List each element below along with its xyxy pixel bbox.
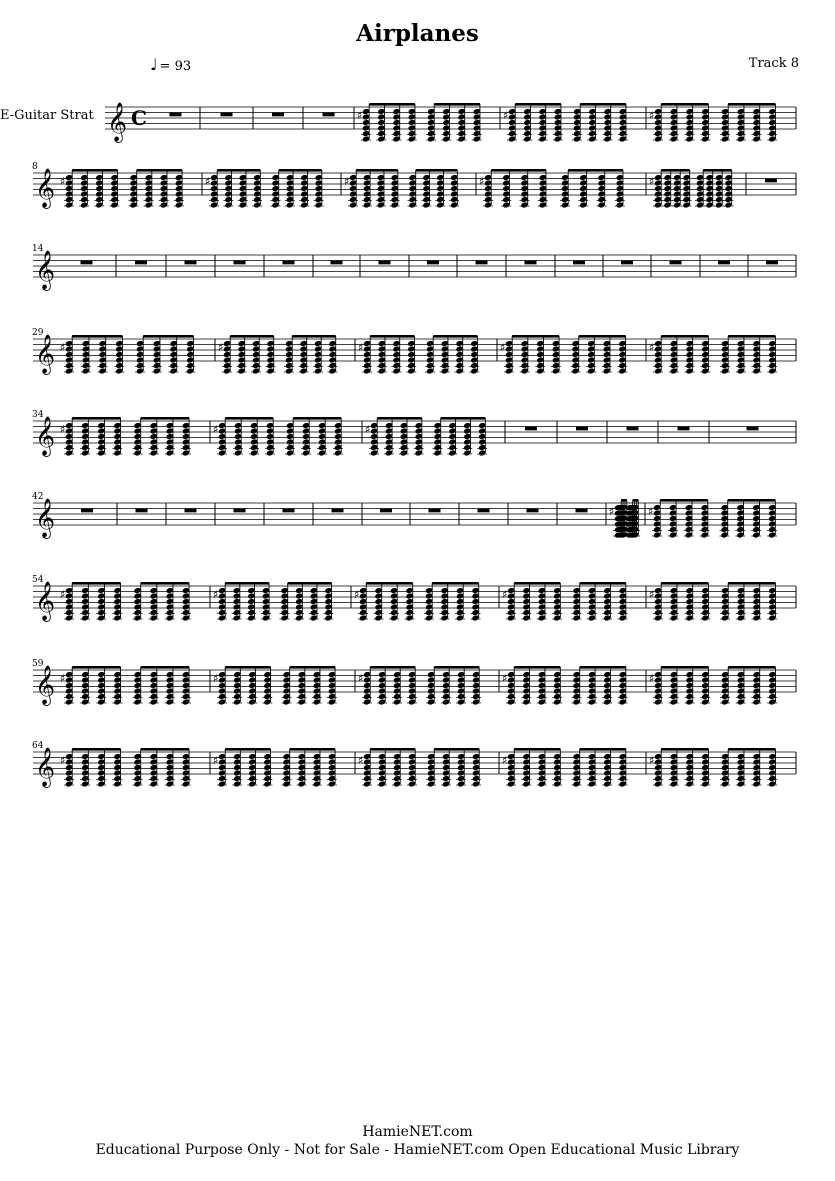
sharp-icon: ♯ — [357, 109, 363, 122]
beam — [141, 666, 189, 669]
sharp-icon: ♯ — [649, 672, 655, 685]
beam — [661, 335, 708, 338]
beam — [661, 582, 708, 585]
beam — [72, 666, 120, 669]
beam — [370, 748, 415, 751]
whole-rest — [379, 261, 391, 265]
sharp-icon: ♯ — [60, 754, 66, 767]
sharp-icon: ♯ — [60, 423, 66, 436]
whole-rest — [234, 261, 246, 265]
whole-rest — [576, 509, 588, 513]
beam — [141, 748, 189, 751]
beam — [370, 335, 414, 338]
whole-rest — [525, 427, 537, 431]
measure-number: 64 — [32, 741, 44, 751]
treble-clef-icon: 𝄞 — [35, 416, 56, 456]
beam — [288, 582, 332, 585]
sharp-icon: ♯ — [649, 109, 655, 122]
beam — [491, 169, 546, 172]
beam — [728, 335, 775, 338]
sharp-icon: ♯ — [365, 423, 371, 436]
sharp-icon: ♯ — [60, 175, 66, 188]
whole-rest — [678, 427, 690, 431]
whole-rest — [81, 509, 93, 513]
whole-rest — [283, 261, 295, 265]
footer-site: HamieNET.com — [362, 1124, 473, 1140]
whole-rest — [323, 113, 335, 117]
whole-rest — [478, 509, 490, 513]
treble-clef-icon: 𝄞 — [35, 250, 56, 290]
beam — [633, 499, 639, 502]
beam — [225, 582, 269, 585]
beam — [370, 666, 415, 669]
beam — [72, 417, 120, 420]
sharp-icon: ♯ — [648, 505, 654, 518]
beam — [580, 103, 626, 106]
measure-number: 42 — [32, 492, 44, 502]
sharp-icon: ♯ — [649, 754, 655, 767]
beam — [661, 169, 690, 172]
sharp-icon: ♯ — [205, 175, 211, 188]
beam — [143, 335, 193, 338]
beam — [579, 335, 626, 338]
whole-rest — [272, 113, 284, 117]
sharp-icon: ♯ — [500, 341, 506, 354]
whole-rest — [476, 261, 488, 265]
sharp-icon: ♯ — [358, 672, 364, 685]
beam — [356, 169, 398, 172]
sharp-icon: ♯ — [213, 588, 219, 601]
beam — [290, 748, 335, 751]
beam — [293, 417, 341, 420]
beam — [728, 582, 775, 585]
whole-rest — [573, 261, 585, 265]
sharp-icon: ♯ — [60, 588, 66, 601]
beam — [141, 417, 189, 420]
sharp-icon: ♯ — [213, 754, 219, 767]
beam — [433, 335, 477, 338]
whole-rest — [718, 261, 730, 265]
quarter-note-icon: ♩ — [150, 55, 158, 74]
beam — [434, 666, 479, 669]
beam — [72, 169, 117, 172]
beam — [514, 666, 560, 669]
sharp-icon: ♯ — [502, 672, 508, 685]
whole-rest — [765, 179, 777, 183]
beam — [514, 748, 560, 751]
whole-rest — [234, 509, 246, 513]
beam — [72, 582, 120, 585]
beam — [661, 666, 708, 669]
beam — [515, 103, 561, 106]
whole-rest — [670, 261, 682, 265]
treble-clef-icon: 𝄞 — [35, 747, 56, 787]
beam — [703, 169, 732, 172]
treble-clef-icon: 𝄞 — [35, 498, 56, 538]
whole-rest — [185, 509, 197, 513]
treble-clef-icon: 𝄞 — [35, 168, 56, 208]
beam — [141, 582, 189, 585]
beam — [416, 169, 458, 172]
beam — [292, 335, 336, 338]
beam — [621, 499, 627, 502]
whole-rest — [185, 261, 197, 265]
sharp-icon: ♯ — [479, 175, 485, 188]
beam — [728, 499, 776, 502]
whole-rest — [135, 261, 147, 265]
whole-rest — [766, 261, 778, 265]
beam — [580, 666, 626, 669]
sharp-icon: ♯ — [649, 341, 655, 354]
beam — [137, 169, 182, 172]
sharp-icon: ♯ — [358, 341, 364, 354]
measure-number: 59 — [32, 659, 44, 669]
beam — [728, 103, 775, 106]
treble-clef-icon: 𝄞 — [35, 334, 56, 374]
beam — [369, 103, 415, 106]
beam — [279, 169, 322, 172]
measure-number: 8 — [32, 162, 38, 172]
sharp-icon: ♯ — [213, 423, 219, 436]
beam — [225, 748, 270, 751]
beam — [432, 582, 479, 585]
sharp-icon: ♯ — [213, 672, 219, 685]
whole-rest — [525, 261, 537, 265]
whole-rest — [283, 509, 295, 513]
beam — [661, 748, 708, 751]
beam — [217, 169, 260, 172]
beam — [72, 335, 122, 338]
whole-rest — [429, 509, 441, 513]
sharp-icon: ♯ — [354, 588, 360, 601]
treble-clef-icon: 𝄞 — [35, 665, 56, 705]
measure-number: 54 — [32, 575, 44, 585]
beam — [728, 666, 775, 669]
whole-rest — [627, 427, 639, 431]
sharp-icon: ♯ — [649, 588, 655, 601]
beam — [366, 582, 413, 585]
sharp-icon: ♯ — [649, 175, 655, 188]
instrument-name: E-Guitar Strat — [0, 108, 94, 123]
beam — [290, 666, 335, 669]
sharp-icon: ♯ — [502, 588, 508, 601]
beam — [434, 103, 480, 106]
beam — [661, 103, 708, 106]
whole-rest — [81, 261, 93, 265]
beam — [512, 335, 559, 338]
beam — [230, 335, 274, 338]
beam — [580, 748, 626, 751]
sharp-icon: ♯ — [502, 754, 508, 767]
sharp-icon: ♯ — [218, 341, 224, 354]
treble-clef-icon: 𝄞 — [35, 581, 56, 621]
track-label: Track 8 — [748, 56, 799, 71]
whole-rest — [527, 509, 539, 513]
whole-rest — [576, 427, 588, 431]
sharp-icon: ♯ — [60, 341, 66, 354]
beam — [441, 417, 486, 420]
beam — [225, 666, 270, 669]
sharp-icon: ♯ — [503, 109, 509, 122]
beam — [514, 582, 560, 585]
measure-number: 34 — [32, 410, 44, 420]
time-signature: C — [131, 106, 147, 130]
measure-number: 29 — [32, 328, 44, 338]
sharp-icon: ♯ — [344, 175, 350, 188]
footer-notice: Educational Purpose Only - Not for Sale - HamieNET.com Open Educational Music Library — [95, 1142, 740, 1158]
whole-rest — [170, 113, 182, 117]
beam — [568, 169, 623, 172]
whole-rest — [621, 261, 633, 265]
whole-rest — [331, 261, 343, 265]
sharp-icon: ♯ — [609, 505, 615, 518]
beam — [225, 417, 273, 420]
sharp-icon: ♯ — [60, 672, 66, 685]
whole-rest — [380, 509, 392, 513]
beam — [728, 748, 775, 751]
beam — [580, 582, 626, 585]
beam — [377, 417, 422, 420]
measure-number: 14 — [32, 244, 44, 254]
treble-clef-icon: 𝄞 — [107, 102, 128, 142]
whole-rest — [136, 509, 148, 513]
beam — [72, 748, 120, 751]
whole-rest — [427, 261, 439, 265]
beam — [660, 499, 708, 502]
tempo-value: = 93 — [159, 59, 192, 74]
beam — [434, 748, 479, 751]
whole-rest — [332, 509, 344, 513]
score-title: Airplanes — [356, 20, 479, 47]
sharp-icon: ♯ — [358, 754, 364, 767]
whole-rest — [747, 427, 759, 431]
whole-rest — [221, 113, 233, 117]
